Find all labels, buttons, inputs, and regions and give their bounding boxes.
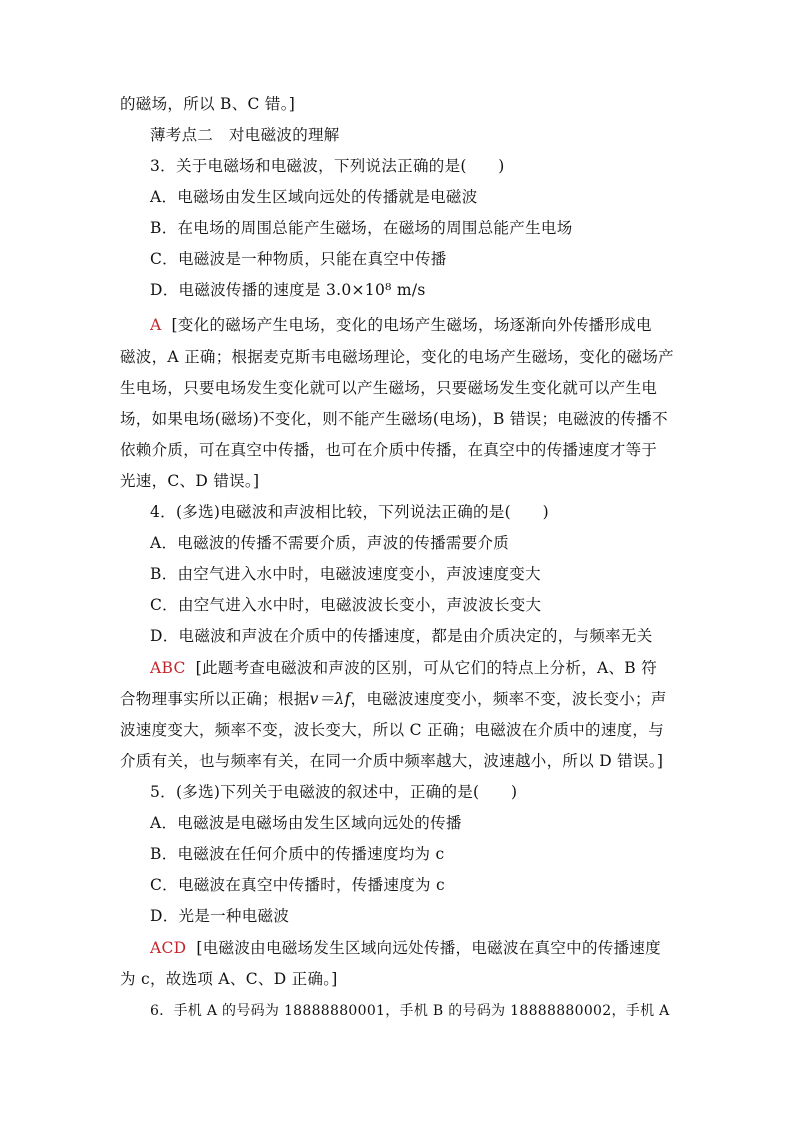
q5-answer: ACD — [150, 939, 187, 957]
q4-explanation-line — [150, 653, 657, 684]
q5-option-d: D．光是一种电磁波 — [150, 907, 290, 925]
q4-stem: 4．(多选)电磁波和声波相比较，下列说法正确的是( ) — [150, 503, 549, 521]
q3-option-b: B．在电场的周围总能产生磁场，在磁场的周围总能产生电场 — [150, 219, 573, 237]
q5-option-a: A．电磁波是电磁场由发生区域向远处的传播 — [150, 814, 462, 832]
q4-explanation-text: ，电磁波速度变小，频率不变，波长变小；声 — [350, 690, 667, 708]
q6-stem: 6．手机 A 的号码为 18888880001，手机 B 的号码为 18888880002，手机 A — [150, 1003, 670, 1019]
q3-answer: A — [150, 316, 162, 334]
prev-answer-tail: 的磁场，所以 B、C 错。] — [120, 95, 296, 113]
formula: v＝λf — [309, 690, 351, 708]
q5-explanation-text: [电磁波由电磁场发生区域向远处传播，电磁波在真空中的传播速度 — [196, 939, 661, 957]
q4-option-d: D．电磁波和声波在介质中的传播速度，都是由介质决定的，与频率无关 — [150, 627, 653, 645]
q3-explanation-text: [变化的磁场产生电场，变化的电场产生磁场，场逐渐向外传播形成电 — [171, 316, 652, 334]
q3-option-c: C．电磁波是一种物质，只能在真空中传播 — [150, 250, 447, 268]
q5-stem: 5．(多选)下列关于电磁波的叙述中，正确的是( ) — [150, 783, 518, 801]
q4-option-b: B．由空气进入水中时，电磁波速度变小，声波速度变大 — [150, 565, 541, 583]
q3-option-d: D．电磁波传播的速度是 3.0×10⁸ m/s — [150, 281, 426, 299]
q3-stem: 3．关于电磁场和电磁波，下列说法正确的是( ) — [150, 157, 505, 175]
section-heading: 薄考点二 对电磁波的理解 — [150, 126, 340, 144]
q3-explanation-line: 生电场，只要电场发生变化就可以产生磁场，只要磁场发生变化就可以产生电 — [120, 379, 658, 397]
q4-explanation-line — [120, 684, 667, 715]
q4-explanation-text: 合物理事实所以正确；根据 — [120, 690, 310, 708]
q4-option-a: A．电磁波的传播不需要介质，声波的传播需要介质 — [150, 534, 510, 552]
q4-option-c: C．由空气进入水中时，电磁波波长变小，声波波长变大 — [150, 596, 542, 614]
q3-explanation-line: 场，如果电场(磁场)不变化，则不能产生磁场(电场)，B 错误；电磁波的传播不 — [120, 410, 668, 428]
q3-explanation-line — [150, 310, 652, 341]
q3-explanation-line: 光速，C、D 错误。] — [120, 472, 260, 490]
q5-option-b: B．电磁波在任何介质中的传播速度均为 c — [150, 845, 445, 863]
q4-explanation-text: [此题考查电磁波和声波的区别，可从它们的特点上分析，A、B 符 — [195, 659, 658, 677]
q3-option-a: A．电磁场由发生区域向远处的传播就是电磁波 — [150, 188, 478, 206]
q3-explanation-line: 依赖介质，可在真空中传播，也可在介质中传播，在真空中的传播速度才等于 — [120, 441, 658, 459]
q5-explanation-line: 为 c，故选项 A、C、D 正确。] — [120, 970, 338, 988]
q5-explanation-line — [150, 933, 661, 964]
q5-option-c: C．电磁波在真空中传播时，传播速度为 c — [150, 876, 445, 894]
q4-explanation-line: 波速度变大，频率不变，波长变大，所以 C 正确；电磁波在介质中的速度，与 — [120, 721, 665, 739]
q4-explanation-line: 介质有关，也与频率有关，在同一介质中频率越大，波速越小，所以 D 错误。] — [120, 752, 664, 770]
q3-explanation-line: 磁波，A 正确；根据麦克斯韦电磁场理论，变化的电场产生磁场，变化的磁场产 — [120, 348, 674, 366]
q4-answer: ABC — [150, 659, 186, 677]
